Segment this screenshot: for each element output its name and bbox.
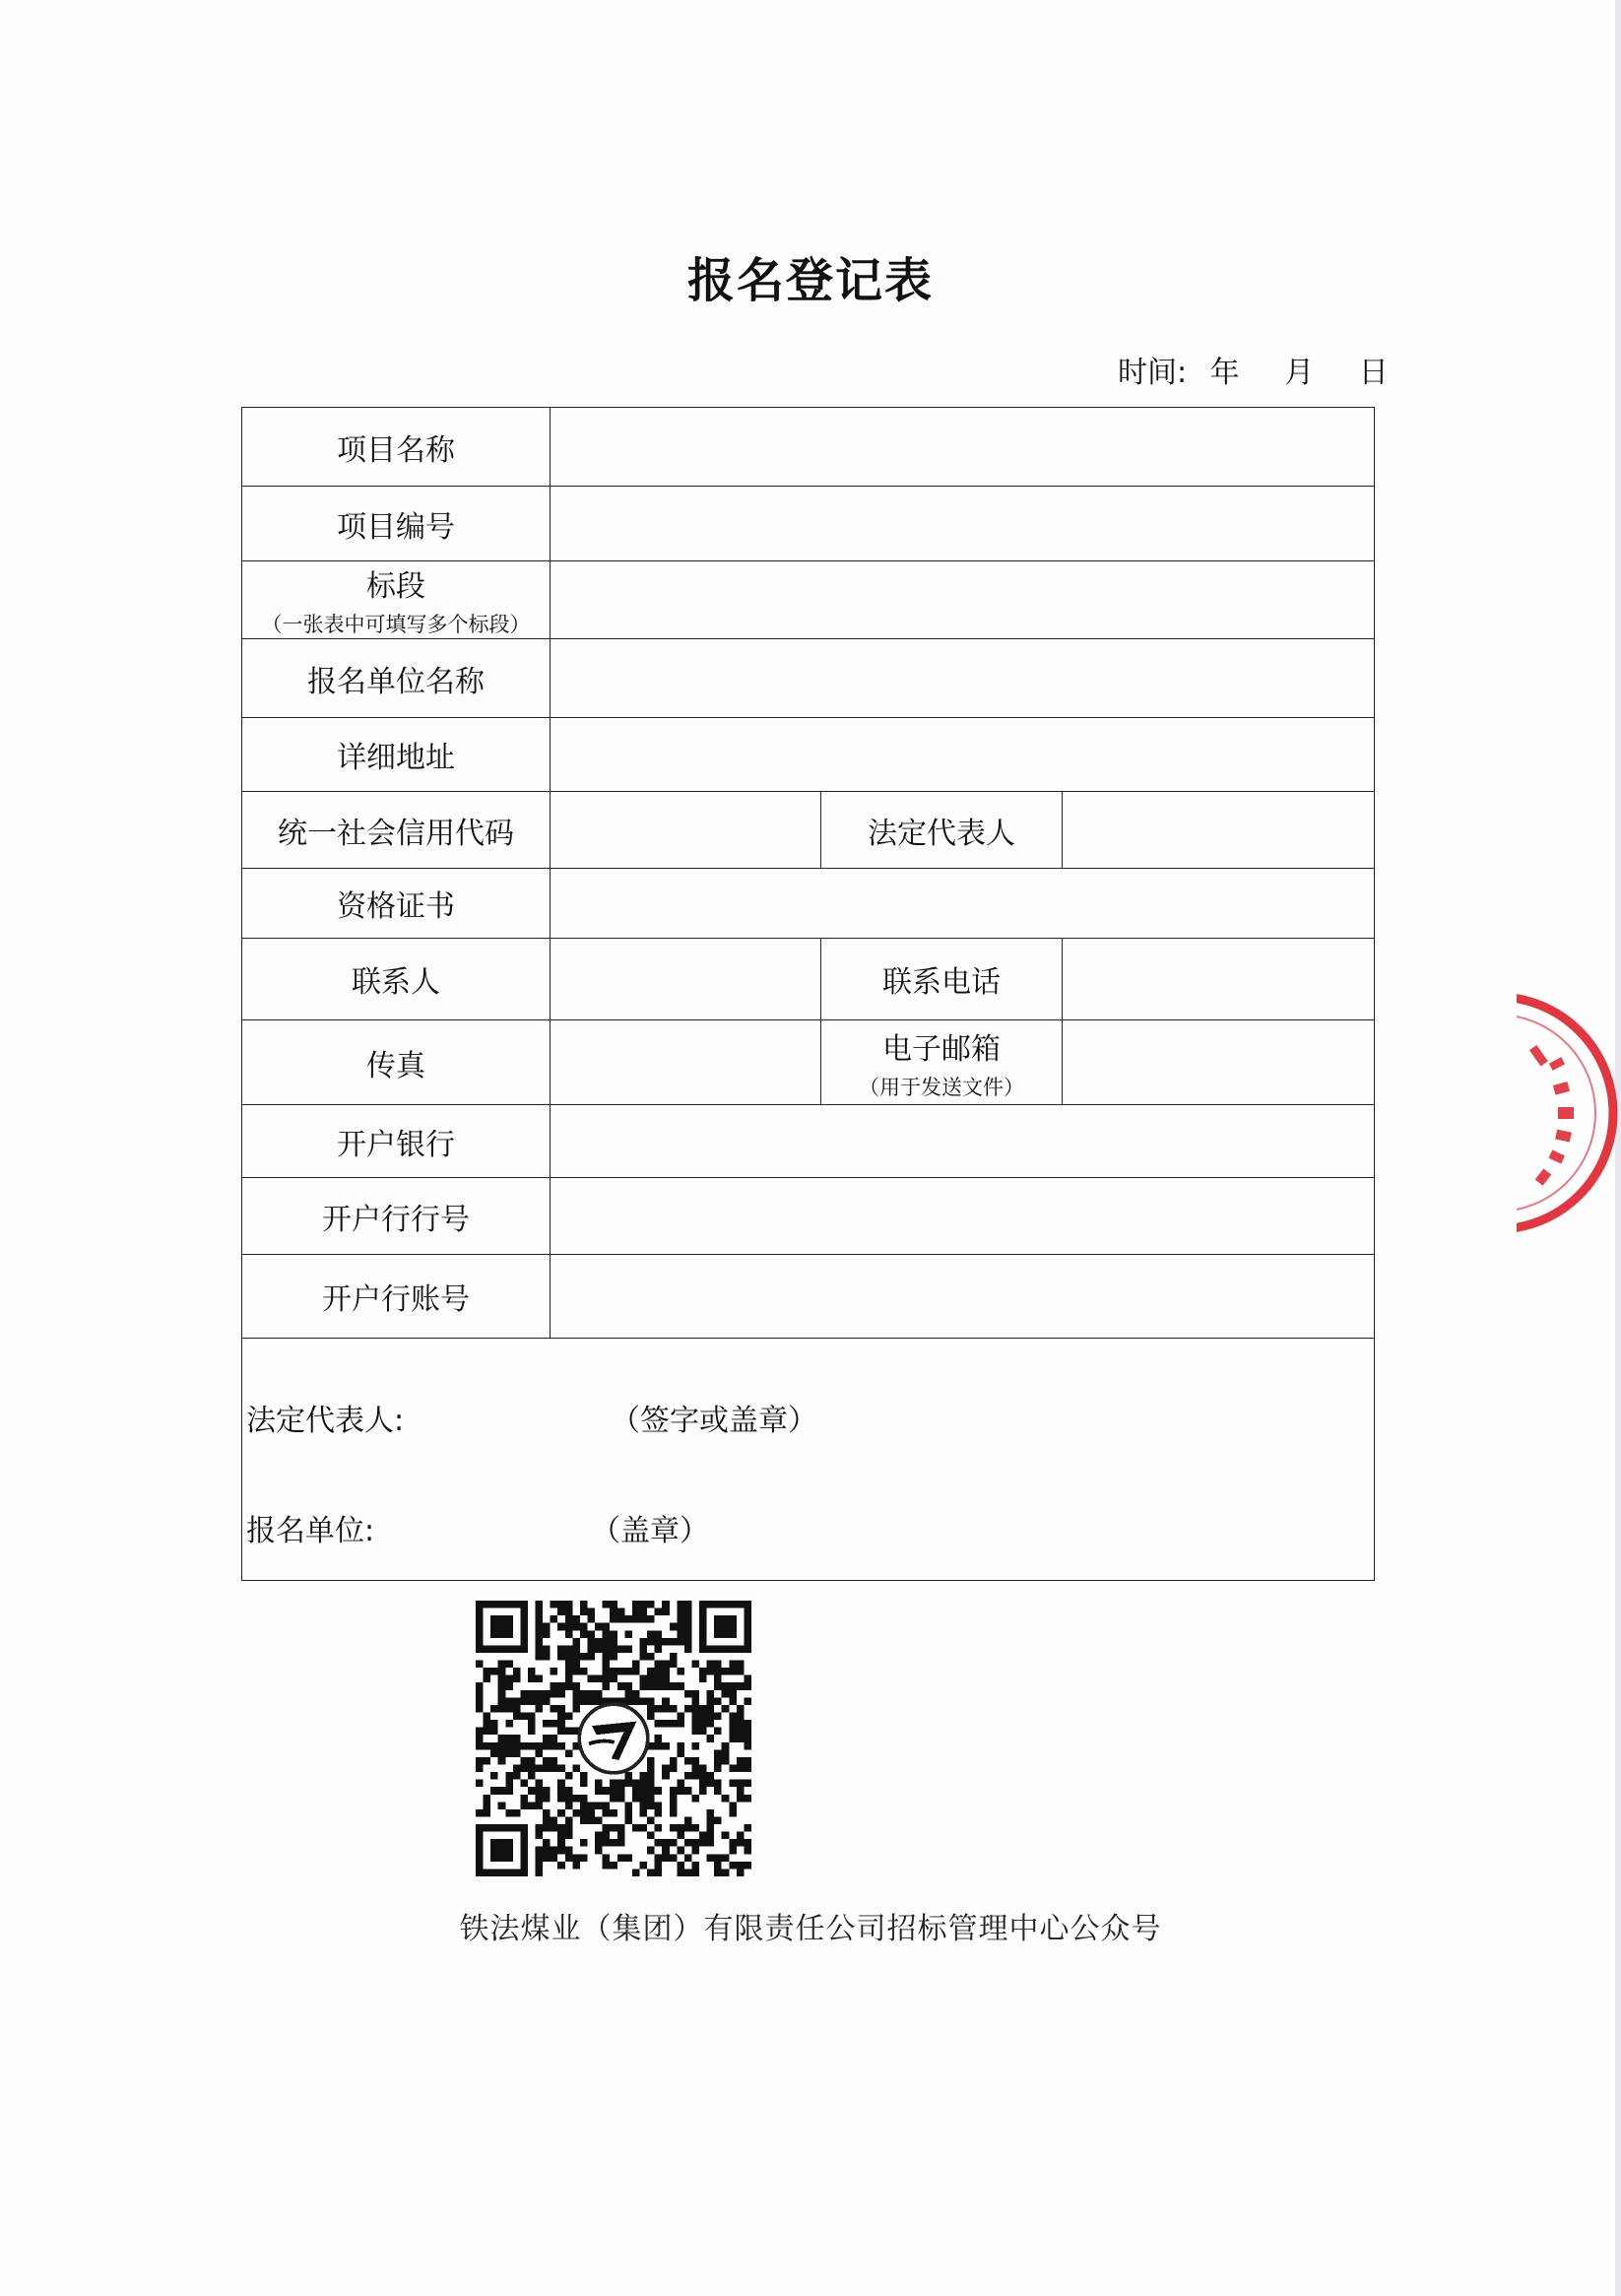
table-row <box>242 1105 1375 1178</box>
table-row <box>242 869 1375 939</box>
label-legal-rep: 法定代表人 <box>821 792 1063 869</box>
field-contact[interactable] <box>551 939 821 1020</box>
label-applicant: 报名单位名称 <box>242 639 551 718</box>
label-contact: 联系人 <box>242 939 551 1020</box>
label-section-cell <box>242 561 551 639</box>
table-row <box>242 939 1375 1020</box>
label-bank-account: 开户行账号 <box>242 1255 551 1339</box>
qr-code-icon <box>476 1601 751 1876</box>
date-line <box>1118 348 1389 391</box>
label-email-note: （用于发送文件） <box>859 1075 1024 1099</box>
signature-area[interactable] <box>242 1339 1375 1581</box>
field-email[interactable] <box>1063 1020 1375 1105</box>
field-applicant[interactable] <box>551 639 1375 718</box>
unit-sign-row <box>246 1506 709 1549</box>
unit-sign-label: 报名单位: <box>246 1514 375 1548</box>
table-row <box>242 792 1375 869</box>
label-credit-code: 统一社会信用代码 <box>242 792 551 869</box>
footer-caption: 铁法煤业（集团）有限责任公司招标管理中心公众号 <box>459 1912 1162 1946</box>
label-section: 标段 <box>366 569 425 604</box>
table-row <box>242 1339 1375 1581</box>
table-row <box>242 1020 1375 1105</box>
field-bank[interactable] <box>551 1105 1375 1178</box>
date-year: 年 <box>1209 356 1240 390</box>
seal-stamp-icon <box>1517 985 1621 1241</box>
label-bank: 开户银行 <box>242 1105 551 1178</box>
label-address: 详细地址 <box>242 718 551 792</box>
field-project-no[interactable] <box>551 487 1375 561</box>
label-fax: 传真 <box>242 1020 551 1105</box>
field-project-name[interactable] <box>551 408 1375 487</box>
field-legal-rep[interactable] <box>1063 792 1375 869</box>
label-email: 电子邮箱 <box>882 1031 1001 1067</box>
table-row <box>242 487 1375 561</box>
label-qualification: 资格证书 <box>242 869 551 939</box>
date-month: 月 <box>1284 356 1315 390</box>
field-address[interactable] <box>551 718 1375 792</box>
label-bank-code: 开户行行号 <box>242 1178 551 1255</box>
legal-rep-sign-label: 法定代表人: <box>246 1404 405 1438</box>
legal-rep-sign-row <box>246 1396 817 1439</box>
table-row <box>242 1178 1375 1255</box>
table-row <box>242 561 1375 639</box>
field-bank-account[interactable] <box>551 1255 1375 1339</box>
label-project-no: 项目编号 <box>242 487 551 561</box>
date-day: 日 <box>1358 356 1389 390</box>
field-section[interactable] <box>551 561 1375 639</box>
label-phone: 联系电话 <box>821 939 1063 1020</box>
field-phone[interactable] <box>1063 939 1375 1020</box>
label-project-name: 项目名称 <box>242 408 551 487</box>
table-row <box>242 718 1375 792</box>
label-email-cell <box>821 1020 1063 1105</box>
table-row <box>242 639 1375 718</box>
date-label: 时间: <box>1118 356 1188 390</box>
page-title: 报名登记表 <box>686 253 934 308</box>
field-bank-code[interactable] <box>551 1178 1375 1255</box>
legal-rep-sign-hint: （签字或盖章） <box>611 1404 817 1438</box>
unit-sign-hint: （盖章） <box>591 1514 709 1548</box>
table-row <box>242 1255 1375 1339</box>
label-section-note: （一张表中可填写多个标段） <box>261 613 531 636</box>
table-row <box>242 408 1375 487</box>
field-qualification[interactable] <box>551 869 1375 939</box>
field-credit-code[interactable] <box>551 792 821 869</box>
registration-form-table <box>241 407 1375 1581</box>
field-fax[interactable] <box>551 1020 821 1105</box>
